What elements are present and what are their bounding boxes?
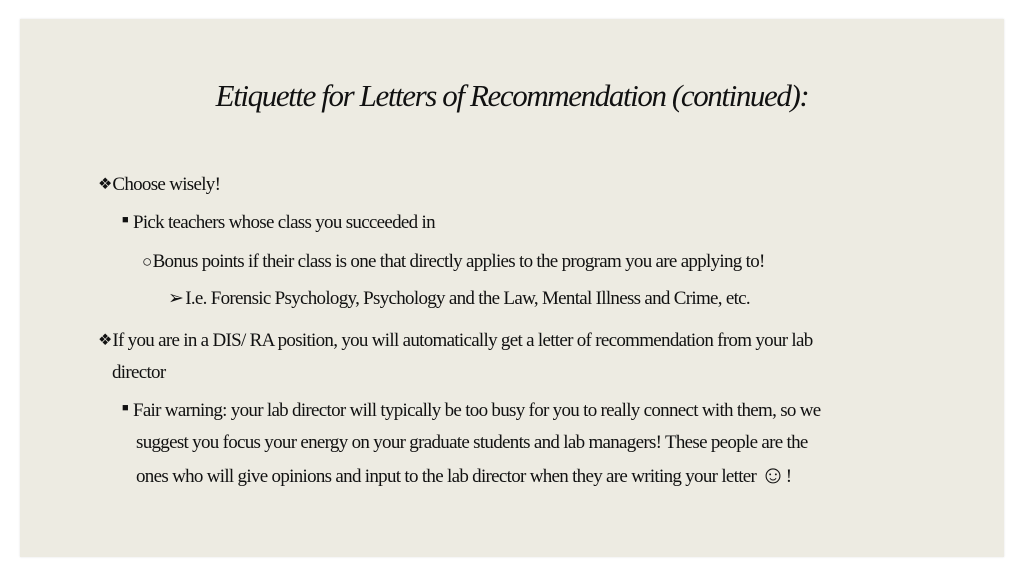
list-item-text: ones who will give opinions and input to the lab director when they are writing your letter [136,466,757,487]
list-item-bonus-points [142,246,765,278]
list-item-text: suggest you focus your energy on your graduate students and lab managers! These people are the [136,432,808,453]
list-item-text: Bonus points if their class is one that directly applies to the program you are applying to! [152,251,765,272]
list-item-pick-teachers [122,207,435,239]
list-item-text: director [112,362,166,383]
list-item-text: Fair warning: your lab director will typically be too busy for you to really connect with them, so we [132,400,821,421]
slide [20,19,1004,557]
list-item-continuation [112,357,165,389]
list-item-text: I.e. Forensic Psychology, Psychology and the Law, Mental Illness and Crime, etc. [185,288,750,309]
list-item-examples [168,283,750,315]
circle-bullet-icon: ○ [142,252,152,271]
square-bullet-icon: ■ [122,214,128,226]
smiley-face-icon: ☺ [760,462,786,489]
list-item-continuation [136,427,808,459]
list-item-text: If you are in a DIS/ RA position, you will automatically get a letter of recommendation from your lab [112,330,813,351]
list-item-dis-ra [98,325,813,357]
list-item-continuation [136,461,791,493]
list-item-text: Choose wisely! [112,174,221,195]
arrow-bullet-icon: ➢ [168,288,184,309]
diamond-bullet-icon: ❖ [98,176,111,193]
exclamation-mark: ! [785,466,792,487]
list-item-text: Pick teachers whose class you succeeded in [132,212,435,233]
list-item-choose-wisely [98,169,220,201]
diamond-bullet-icon: ❖ [98,332,111,349]
slide-title: Etiquette for Letters of Recommendation (continued): [215,78,809,113]
list-item-fair-warning [122,395,821,427]
square-bullet-icon: ■ [122,402,128,414]
